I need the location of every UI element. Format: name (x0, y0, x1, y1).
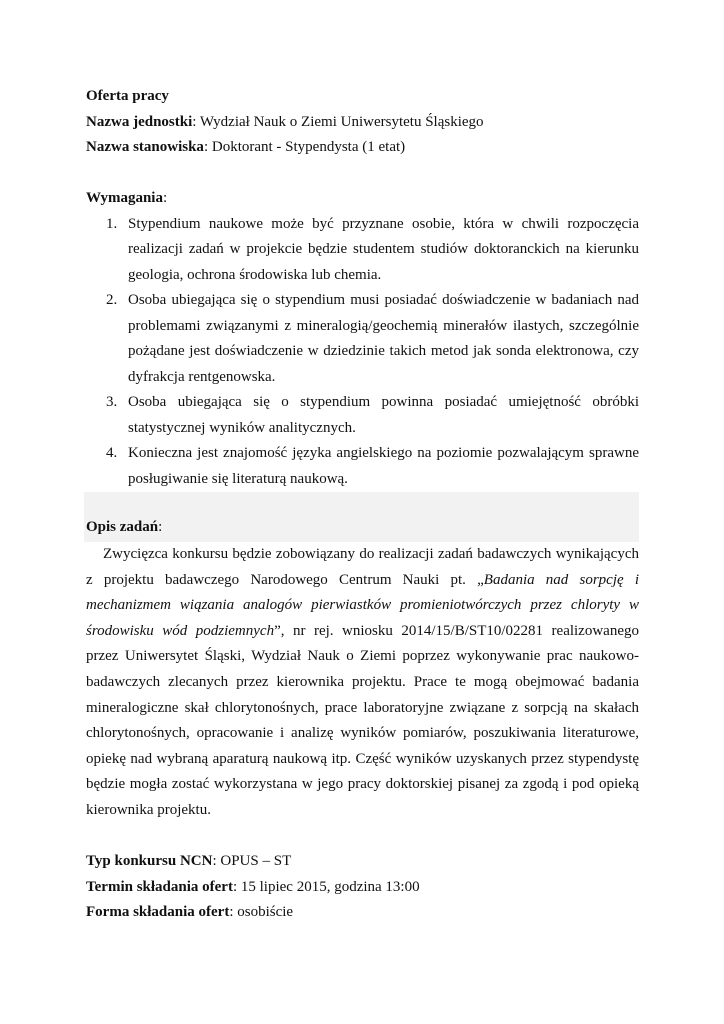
unit-label: Nazwa jednostki (86, 113, 193, 130)
deadline-value: : 15 lipiec 2015, godzina 13:00 (232, 878, 420, 895)
submission-form-line (86, 900, 639, 926)
list-item-number: 4. (106, 445, 118, 461)
submission-form-label: Forma składania ofert (86, 904, 230, 921)
deadline-line (86, 875, 639, 901)
spacer (86, 161, 639, 187)
tasks-heading-block (84, 492, 639, 542)
list-item-text: Konieczna jest znajomość języka angielskiego na poziomie pozwalającym sprawne posługiwanie się literaturą naukową. (128, 445, 639, 487)
list-item (86, 390, 639, 441)
unit-value: : Wydział Nauk o Ziemi Uniwersytetu Śląskiego (192, 113, 484, 130)
requirements-list (86, 212, 639, 493)
deadline-label: Termin składania ofert (86, 878, 233, 895)
tasks-heading: Opis zadań: (86, 518, 163, 535)
list-item-text: Osoba ubiegająca się o stypendium musi posiadać doświadczenie w badaniach nad problemami związanymi z mineralogią/geochemią minerałów ilastych, szczególnie pożądane jest doświadczenie w dziedzinie takich metod jak sonda elektronowa, czy dyfrakcja rentgenowska. (128, 292, 639, 385)
offer-title: Oferta pracy (86, 88, 169, 104)
tasks-description: Zwycięzca konkursu będzie zobowiązany do realizacji zadań badawczych wynikających z projektu badawczego Narodowego Centrum Nauki pt. „Badania nad sorpcję i mechanizmem wiązania analogów pierwiastków promieniotwórczych przez chloryty w środowisku wód podziemnych”, nr rej. wniosku 2014/15/B/ST10/02281 realizowanego przez Uniwersytet Śląski, Wydział Nauk o Ziemi poprzez wykonywanie prac naukowo-badawczych zlecanych przez kierownika projektu. Prace te mogą obejmować badania mineralogiczne skał chlorytonośnych, prace laboratoryjne związane z sorpcją na skałach chlorytonośnych, opracowanie i analizę wyników pomiarów, poszukiwania literaturowe, opiekę nad wybraną aparaturą naukową itp. Część wyników uzyskanych przez stypendystę będzie mogła zostać wykorzystana w jego pracy doktorskiej pisanej za zgodą i pod opieką kierownika projektu. (86, 546, 639, 818)
position-value: : Doktorant - Stypendysta (1 etat) (203, 139, 406, 155)
list-item (86, 441, 639, 492)
submission-form-value: : osobiście (229, 904, 294, 921)
document-page (86, 84, 639, 926)
list-item-number: 1. (106, 215, 118, 232)
contest-type-value: : OPUS – ST (212, 853, 292, 870)
project-title: Badania nad sorpcję i mechanizmem wiązania analogów pierwiastków promieniotwórczych przez chloryty w środowisku wód podziemnych (86, 571, 639, 639)
unit-line (86, 110, 639, 136)
contest-type-line (86, 849, 639, 875)
list-item-text: Osoba ubiegająca się o stypendium powinna posiadać umiejętność obróbki statystycznej wyników analitycznych. (128, 394, 639, 436)
list-item-text: Stypendium naukowe może być przyznane osobie, która w chwili rozpoczęcia realizacji zadań w projekcie będzie studentem studiów doktoranckich na kierunku geologia, ochrona środowiska lub chemia. (128, 215, 639, 283)
list-item (86, 288, 639, 390)
list-item-number: 2. (106, 292, 118, 308)
list-item (86, 212, 639, 289)
requirements-heading: Wymagania: (86, 190, 168, 206)
position-line (86, 135, 639, 161)
contest-type-label: Typ konkursu NCN (86, 853, 213, 870)
spacer (86, 824, 639, 850)
position-label: Nazwa stanowiska (86, 139, 204, 155)
list-item-number: 3. (106, 394, 118, 410)
